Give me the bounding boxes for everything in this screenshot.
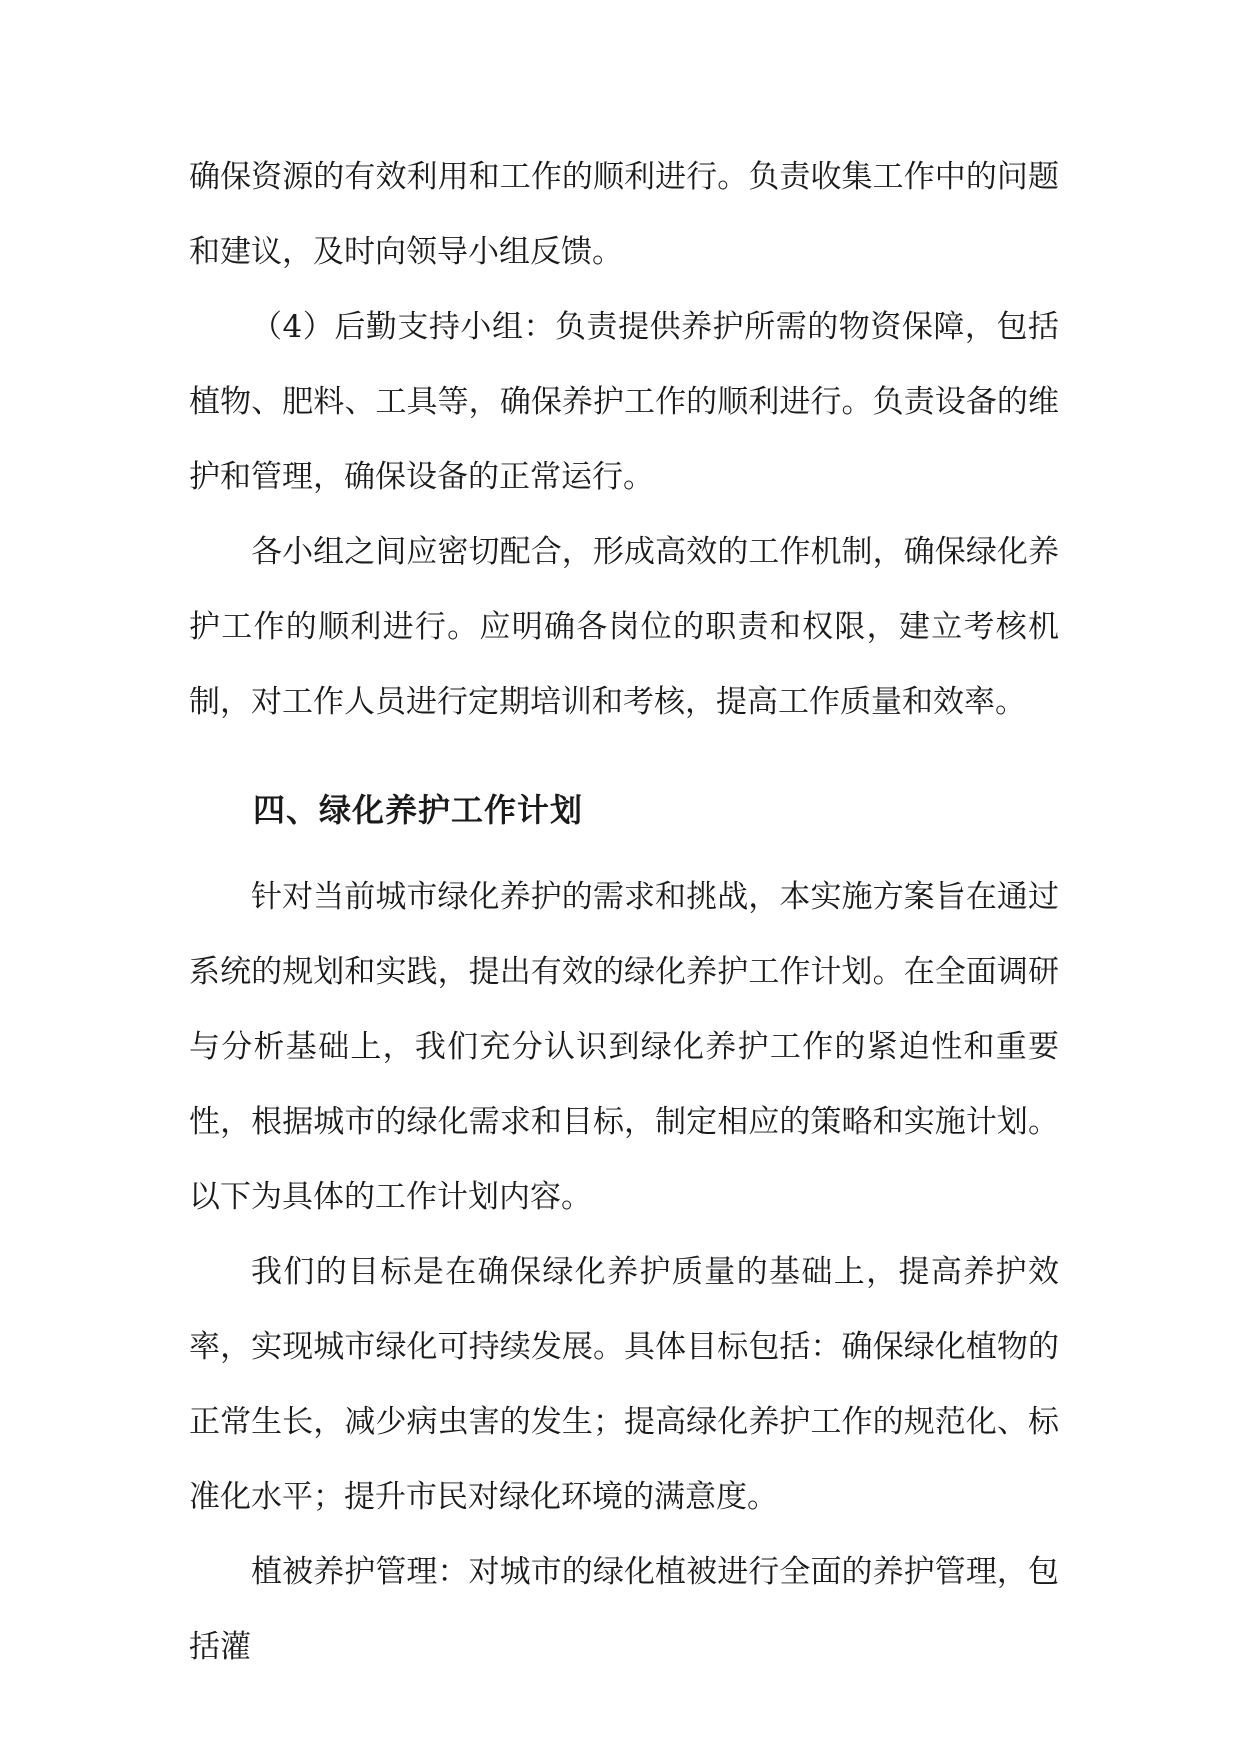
paragraph-continuation: 确保资源的有效利用和工作的顺利进行。负责收集工作中的问题和建议，及时向领导小组反馈。 [189, 159, 1059, 270]
paragraph-plan-intro: 针对当前城市绿化养护的需求和挑战，本实施方案旨在通过系统的规划和实践，提出有效的绿化养护工作计划。在全面调研与分析基础上，我们充分认识到绿化养护工作的紧迫性和重要性，根据城市的绿化需求和目标，制定相应的策略和实施计划。以下为具体的工作计划内容。 [189, 879, 1059, 1215]
section-heading: 四、绿化养护工作计划 [253, 791, 584, 829]
paragraph-vegetation-care: 植被养护管理：对城市的绿化植被进行全面的养护管理，包括灌 [189, 1554, 1059, 1665]
paragraph-goals: 我们的目标是在确保绿化养护质量的基础上，提高养护效率，实现城市绿化可持续发展。具体目标包括：确保绿化植物的正常生长，减少病虫害的发生；提高绿化养护工作的规范化、标准化水平；提升市民对绿化环境的满意度。 [189, 1254, 1059, 1515]
document-body [189, 140, 1059, 1685]
paragraph-logistics-group: （4）后勤支持小组：负责提供养护所需的物资保障，包括植物、肥料、工具等，确保养护工作的顺利进行。负责设备的维护和管理，确保设备的正常运行。 [189, 309, 1059, 495]
paragraph-coordination: 各小组之间应密切配合，形成高效的工作机制，确保绿化养护工作的顺利进行。应明确各岗位的职责和权限，建立考核机制，对工作人员进行定期培训和考核，提高工作质量和效率。 [189, 534, 1059, 720]
